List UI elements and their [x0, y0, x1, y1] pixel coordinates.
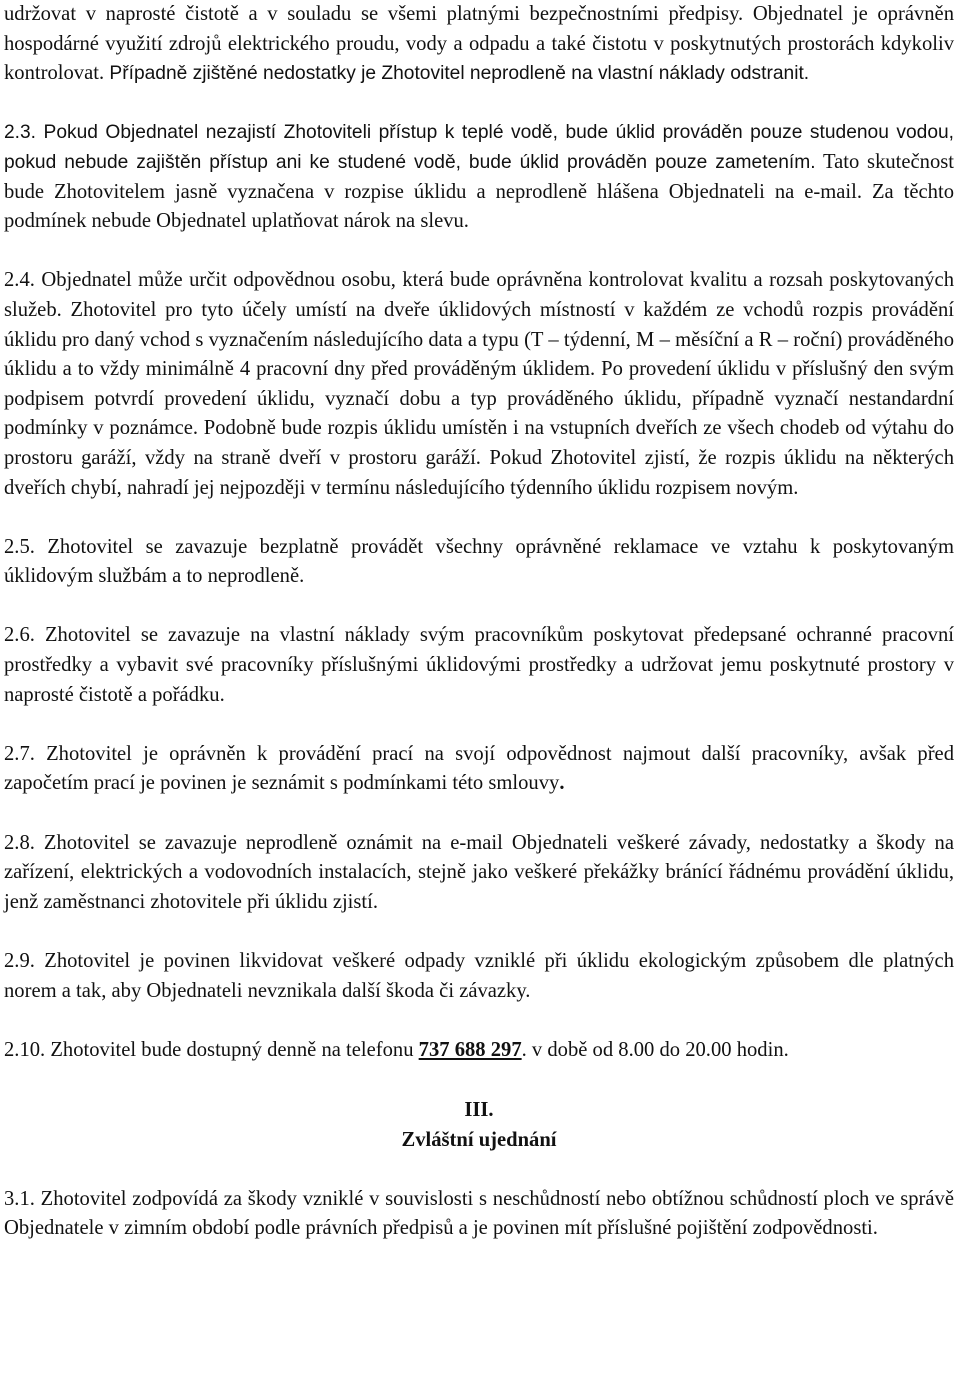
paragraph-2-9: 2.9. Zhotovitel je povinen likvidovat veškeré odpady vzniklé při úklidu ekologickým způsobem dle platných norem a tak, aby Objednateli nevznikala další škoda či závazky.	[4, 950, 954, 1002]
paragraph-2-8: 2.8. Zhotovitel se zavazuje neprodleně oznámit na e-mail Objednateli veškeré závady, nedostatky a škody na zařízení, elektrických a vodovodních instalacích, stejně jako veškeré překážky bránící řádnému provádění úklidu, jenž zaměstnanci zhotovitele při úklidu zjistí.	[4, 831, 954, 913]
paragraph-continuation	[4, 0, 954, 89]
paragraph-2-7-text: 2.7. Zhotovitel je oprávněn k provádění prací na svojí odpovědnost najmout další pracovníky, avšak před započetím prací je povinen je seznámit s podmínkami této smlouvy	[4, 742, 954, 795]
paragraph-2-10-hours: . v době od 8.00 do 20.00 hodin.	[521, 1038, 789, 1061]
paragraph-2-3	[4, 118, 954, 236]
paragraph-continuation-text: udržovat v naprosté čistotě a v souladu se všemi platnými bezpečnostními předpisy. Objednatel je oprávněn hospodárné využití zdrojů elektrického proudu, vody a odpadu a také čistotu v poskytnutých prostorách kdykoliv kontrolovat.	[4, 3, 954, 85]
paragraph-3-1: 3.1. Zhotovitel zodpovídá za škody vzniklé v souvislosti s neschůdností nebo obtížnou schůdností ploch ve správě Objednatele v zimním období podle právních předpisů a je povinen mít příslušné pojištění zodpovědnosti.	[4, 1187, 954, 1240]
document-page	[4, 0, 954, 1244]
section-number: III.	[464, 1098, 494, 1121]
paragraph-2-3-part-a: 2.3. Pokud Objednatel nezajistí Zhotoviteli přístup k teplé vodě, bude úklid prováděn pouze studenou vodou, pokud nebude zajištěn přístup ani ke studené vodě, bude úklid prováděn pouze zametením.	[4, 122, 954, 173]
paragraph-2-7	[4, 740, 954, 799]
paragraph-continuation-remedy: Případně zjištěné nedostatky je Zhotovitel neprodleně na vlastní náklady odstranit.	[104, 63, 810, 85]
paragraph-2-3-part-b: Tato skutečnost bude Zhotovitelem jasně vyznačena v rozpise úklidu a neprodleně hlášena Objednateli na e-mail. Za těchto podmínek nebude Objednatel uplatňovat nárok na slevu.	[4, 150, 954, 233]
section-title: Zvláštní ujednání	[401, 1128, 557, 1151]
paragraph-2-7-period: .	[559, 772, 565, 795]
paragraph-2-5: 2.5. Zhotovitel se zavazuje bezplatně provádět všechny oprávněné reklamace ve vztahu k poskytovaným úklidovým službám a to neprodleně.	[4, 535, 954, 588]
phone-number: 737 688 297	[418, 1038, 522, 1061]
paragraph-2-10	[4, 1036, 954, 1066]
paragraph-2-10-text: 2.10. Zhotovitel bude dostupný denně na telefonu	[4, 1038, 419, 1061]
paragraph-2-6: 2.6. Zhotovitel se zavazuje na vlastní náklady svým pracovníkům poskytovat předepsané ochranné pracovní prostředky a vybavit své pracovníky příslušnými úklidovými prostředky a udržovat jemu poskytnuté prostory v naprosté čistotě a pořádku.	[4, 624, 954, 706]
paragraph-2-4: 2.4. Objednatel může určit odpovědnou osobu, která bude oprávněna kontrolovat kvalitu a rozsah poskytovaných služeb. Zhotovitel pro tyto účely umístí na dveře úklidových místností v každém ze vchodů rozpis provádění úklidu pro daný vchod s vyznačením následujícího data a typu (T – týdenní, M – měsíční a R – roční) prováděného úklidu a to vždy minimálně 4 pracovní dny před prováděným úklidem. Po provedení úklidu v příslušný den svým podpisem potvrdí provedení úklidu, vyznačí dobu a typ prováděného úklidu, případně vyznačí nestandardní podmínky v poznámce. Podobně bude rozpis úklidu umístěn i na vstupních dveřích ze všech chodeb od výtahu do prostoru garáží, vždy na straně dveří v prostoru garáží. Pokud Zhotovitel zjistí, že rozpis úklidu na některých dveřích chybí, nahradí jej nejpozději v termínu následujícího týdenního úklidu rozpisem novým.	[4, 269, 954, 499]
